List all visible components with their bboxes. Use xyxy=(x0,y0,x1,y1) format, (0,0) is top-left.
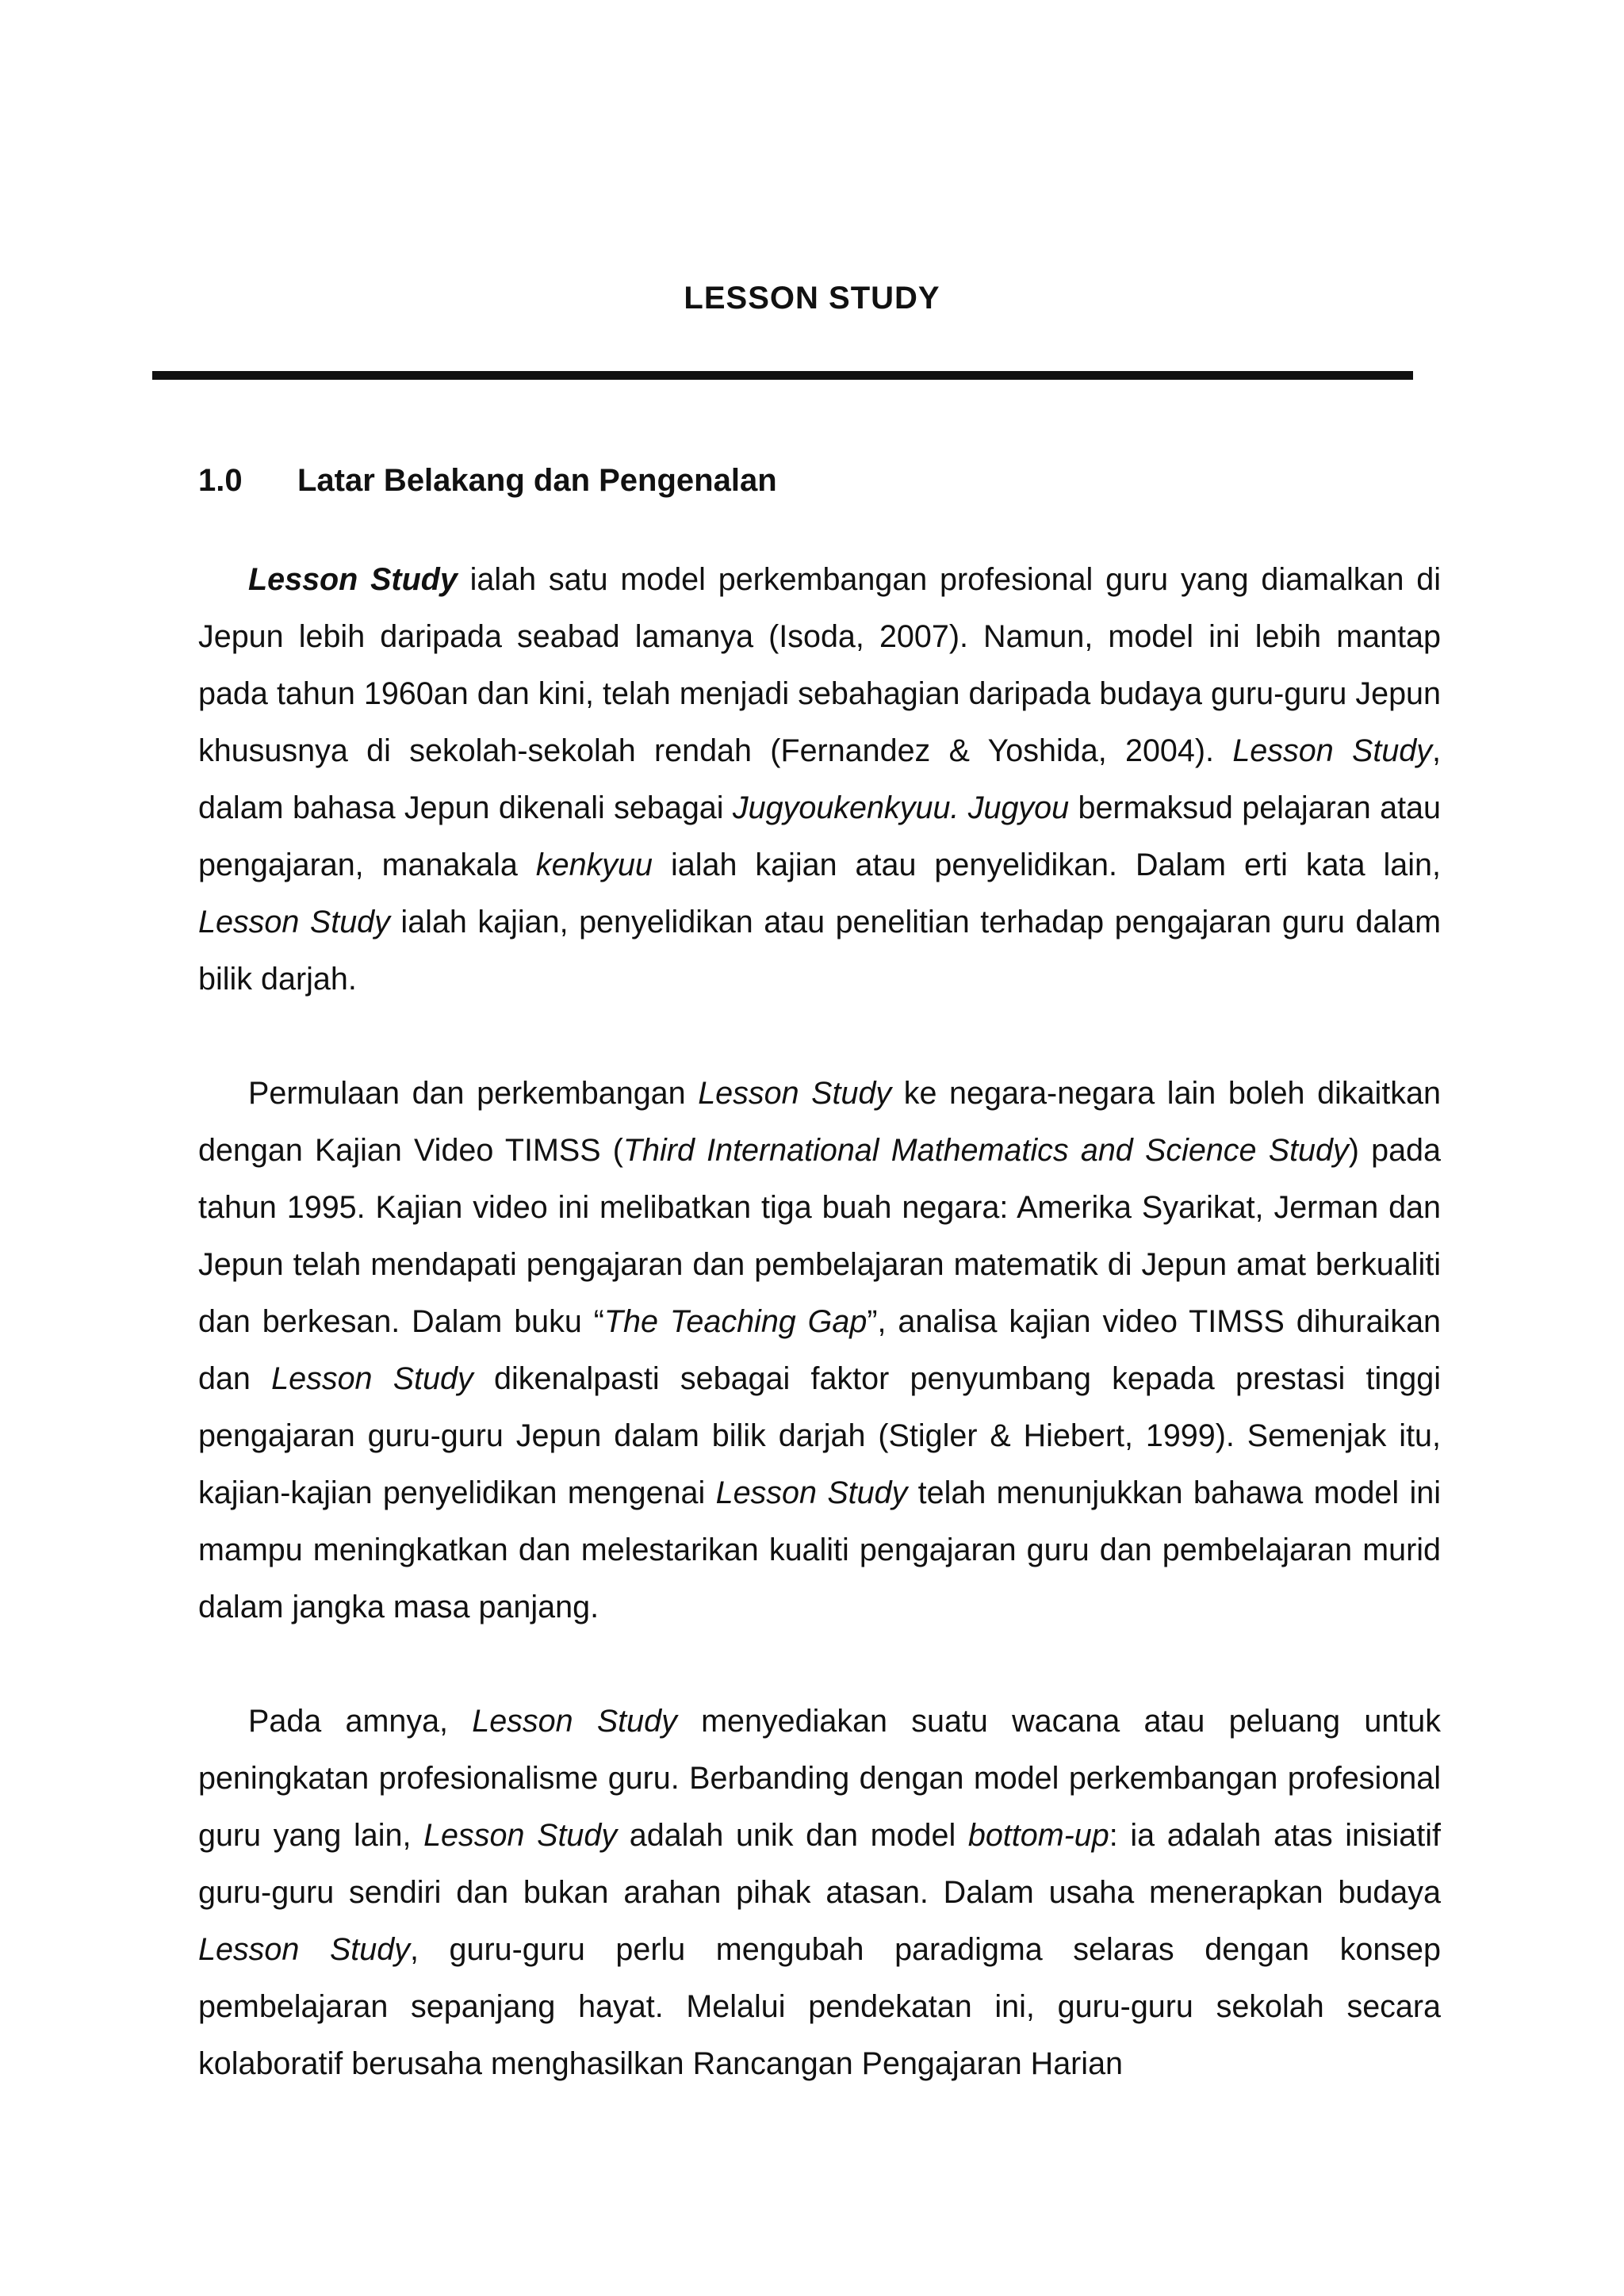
italic-term: Lesson Study xyxy=(271,1361,473,1396)
italic-term: Lesson Study xyxy=(198,905,390,939)
paragraph-2 xyxy=(198,1065,1441,1636)
paragraph-1 xyxy=(198,551,1441,1008)
text-run: ialah satu model perkembangan profesional guru yang diamalkan di Jepun lebih daripada seabad lamanya (Isoda, 2007). Namun, model ini lebih mantap pada tahun 1960an dan kini, telah menjadi sebahagian daripada budaya guru-guru Jepun khususnya di sekolah-sekolah rendah (Fernandez & Yoshida, 2004). xyxy=(198,562,1441,768)
italic-term: Lesson Study xyxy=(472,1704,677,1739)
text-run: , guru-guru perlu mengubah paradigma selaras dengan konsep pembelajaran sepanjang hayat. Melalui pendekatan ini, guru-guru sekolah secara kolaboratif berusaha menghasilkan Rancangan Pengajaran Harian xyxy=(198,1932,1441,2081)
text-run: Pada amnya, xyxy=(248,1704,473,1739)
text-run: adalah unik dan model xyxy=(617,1818,968,1853)
section-number: 1.0 xyxy=(198,463,243,498)
italic-term: Lesson Study xyxy=(698,1076,892,1111)
section-title: Latar Belakang dan Pengenalan xyxy=(297,463,777,498)
text-run: : ia adalah atas inisiatif guru-guru sendiri dan bukan arahan pihak atasan. Dalam usaha menerapkan budaya xyxy=(198,1818,1441,1910)
text-run: Permulaan dan perkembangan xyxy=(248,1076,699,1111)
text-run: ) pada tahun 1995. Kajian video ini melibatkan tiga buah negara: Amerika Syarikat, Jerman dan Jepun telah mendapati pengajaran dan pembelajaran matematik di Jepun amat berkualiti dan berkesan. Dalam buku “ xyxy=(198,1133,1441,1339)
italic-term: Lesson Study xyxy=(423,1818,618,1853)
text-run: ”, analisa kajian video TIMSS dihuraikan dan xyxy=(198,1304,1442,1396)
italic-term: Third International Mathematics and Science Study xyxy=(622,1133,1349,1168)
section-heading xyxy=(198,461,777,499)
text-run: menyediakan suatu wacana atau peluang untuk peningkatan profesionalisme guru. Berbanding dengan model perkembangan profesional guru yang lain, xyxy=(198,1704,1442,1853)
italic-term: Jugyoukenkyuu. Jugyou xyxy=(732,790,1070,825)
italic-term: Lesson Study xyxy=(1232,733,1433,768)
text-run: ialah kajian atau penyelidikan. Dalam erti kata lain, xyxy=(652,848,1441,882)
text-run: ialah kajian, penyelidikan atau penelitian terhadap pengajaran guru dalam bilik darjah. xyxy=(198,905,1442,997)
paragraph-3 xyxy=(198,1693,1441,2092)
text-run: ke negara-negara lain boleh dikaitkan dengan Kajian Video TIMSS ( xyxy=(198,1076,1441,1168)
text-run: telah menunjukkan bahawa model ini mampu meningkatkan dan melestarikan kualiti pengajaran guru dan pembelajaran murid dalam jangka masa panjang. xyxy=(198,1475,1442,1624)
italic-term: The Teaching Gap xyxy=(603,1304,868,1339)
document-title: LESSON STUDY xyxy=(684,281,940,316)
italic-term: bottom-up xyxy=(967,1818,1109,1853)
italic-term: kenkyuu xyxy=(535,848,653,882)
italic-term: Lesson Study xyxy=(715,1475,908,1510)
title-rule xyxy=(152,371,1413,380)
text-run: , dalam bahasa Jepun dikenali sebagai xyxy=(198,733,1441,825)
body-text xyxy=(198,551,1441,2092)
text-run: bermaksud pelajaran atau pengajaran, manakala xyxy=(198,790,1441,882)
lead-term: Lesson Study xyxy=(248,562,458,597)
italic-term: Lesson Study xyxy=(198,1932,410,1967)
text-run: dikenalpasti sebagai faktor penyumbang kepada prestasi tinggi pengajaran guru-guru Jepun dalam bilik darjah (Stigler & Hiebert, 1999). Semenjak itu, kajian-kajian penyelidikan mengenai xyxy=(198,1361,1441,1510)
